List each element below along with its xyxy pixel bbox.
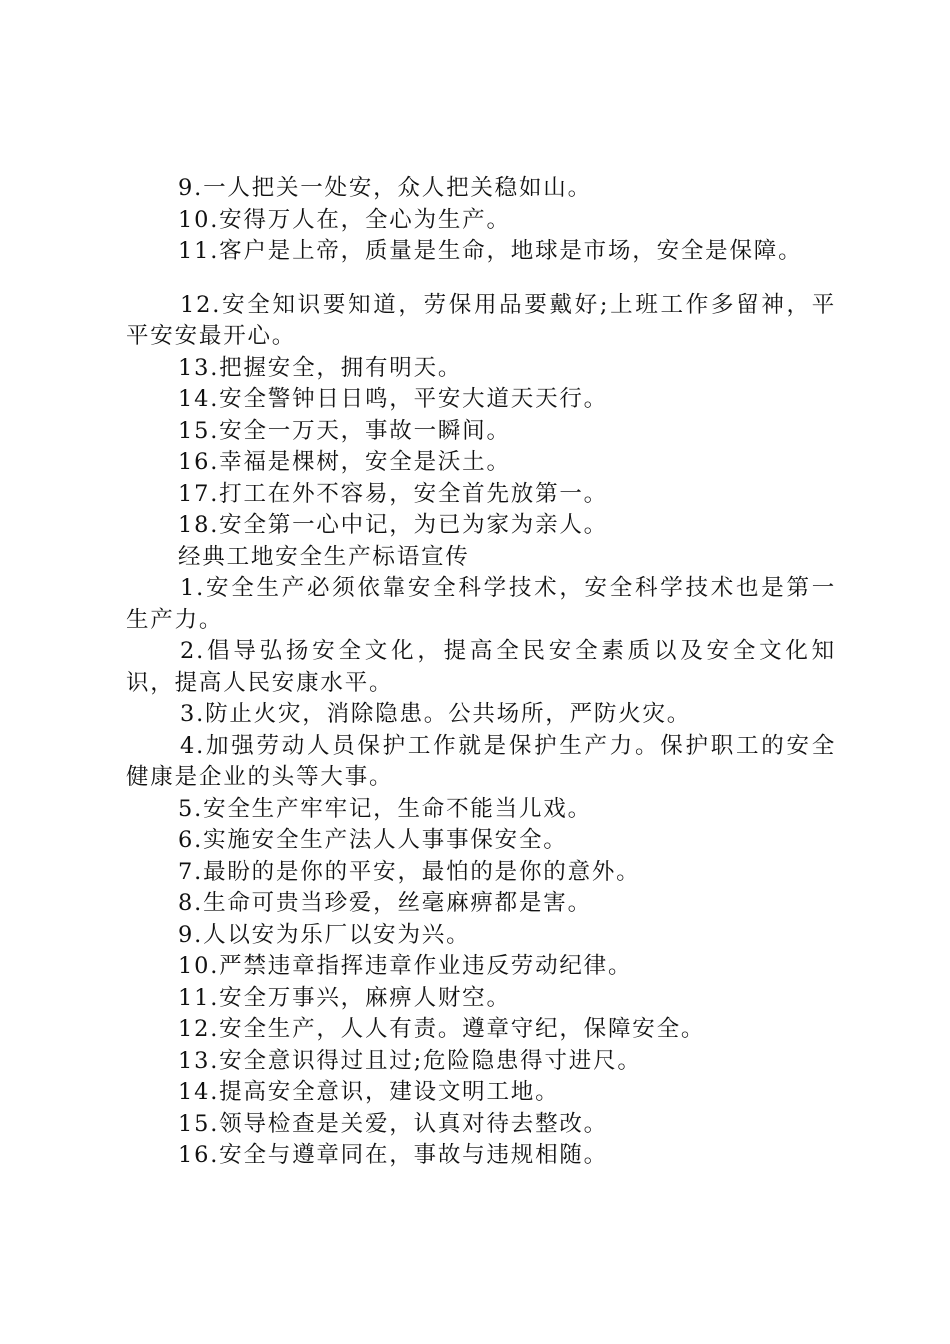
- slogan-line: 10.严禁违章指挥违章作业违反劳动纪律。: [178, 953, 633, 979]
- slogan-paragraph: 4.加强劳动人员保护工作就是保护生产力。保护职工的安全健康是企业的头等大事。: [126, 732, 836, 790]
- slogan-line: 15.安全一万天，事故一瞬间。: [178, 417, 511, 444]
- document-body: [126, 173, 836, 1172]
- slogan-line: 10.安得万人在，全心为生产。: [178, 206, 511, 233]
- slogan-paragraph: 12.安全知识要知道，劳保用品要戴好;上班工作多留神，平平安安最开心。: [126, 291, 836, 349]
- slogan-line: 7.最盼的是你的平安，最怕的是你的意外。: [178, 858, 641, 885]
- slogan-line: 14.安全警钟日日鸣，平安大道天天行。: [178, 386, 608, 412]
- slogan-line: 8.生命可贵当珍爱，丝毫麻痹都是害。: [178, 890, 592, 916]
- paragraph-gap: [126, 268, 836, 290]
- section-heading: 经典工地安全生产标语宣传: [178, 543, 470, 570]
- slogan-line: 16.幸福是棵树，安全是沃土。: [178, 449, 511, 475]
- slogan-line: 3.防止火灾，消除隐患。公共场所，严防火灾。: [180, 701, 692, 727]
- slogan-line: 17.打工在外不容易，安全首先放第一。: [178, 480, 608, 507]
- slogan-line: 5.安全生产牢牢记，生命不能当儿戏。: [178, 795, 592, 822]
- slogan-line: 13.把握安全，拥有明天。: [178, 354, 463, 381]
- slogan-line: 9.人以安为乐厂以安为兴。: [178, 921, 471, 948]
- slogan-line: 15.领导检查是关爱，认真对待去整改。: [178, 1110, 608, 1137]
- slogan-line: 9.一人把关一处安，众人把关稳如山。: [178, 175, 592, 201]
- slogan-line: 13.安全意识得过且过;危险隐患得寸进尺。: [178, 1047, 642, 1074]
- slogan-paragraph: 2.倡导弘扬安全文化，提高全民安全素质以及安全文化知识，提高人民安康水平。: [126, 638, 836, 696]
- slogan-line: 6.实施安全生产法人人事事保安全。: [178, 827, 568, 853]
- slogan-line: 12.安全生产，人人有责。遵章守纪，保障安全。: [178, 1016, 706, 1042]
- slogan-line: 18.安全第一心中记，为已为家为亲人。: [178, 512, 608, 538]
- slogan-line: 16.安全与遵章同在，事故与违规相随。: [178, 1142, 608, 1168]
- slogan-line: 14.提高安全意识，建设文明工地。: [178, 1079, 560, 1105]
- slogan-line: 11.客户是上帝，质量是生命，地球是市场，安全是保障。: [178, 238, 803, 264]
- slogan-paragraph: 1.安全生产必须依靠安全科学技术，安全科学技术也是第一生产力。: [126, 575, 836, 633]
- slogan-line: 11.安全万事兴，麻痹人财空。: [178, 984, 511, 1011]
